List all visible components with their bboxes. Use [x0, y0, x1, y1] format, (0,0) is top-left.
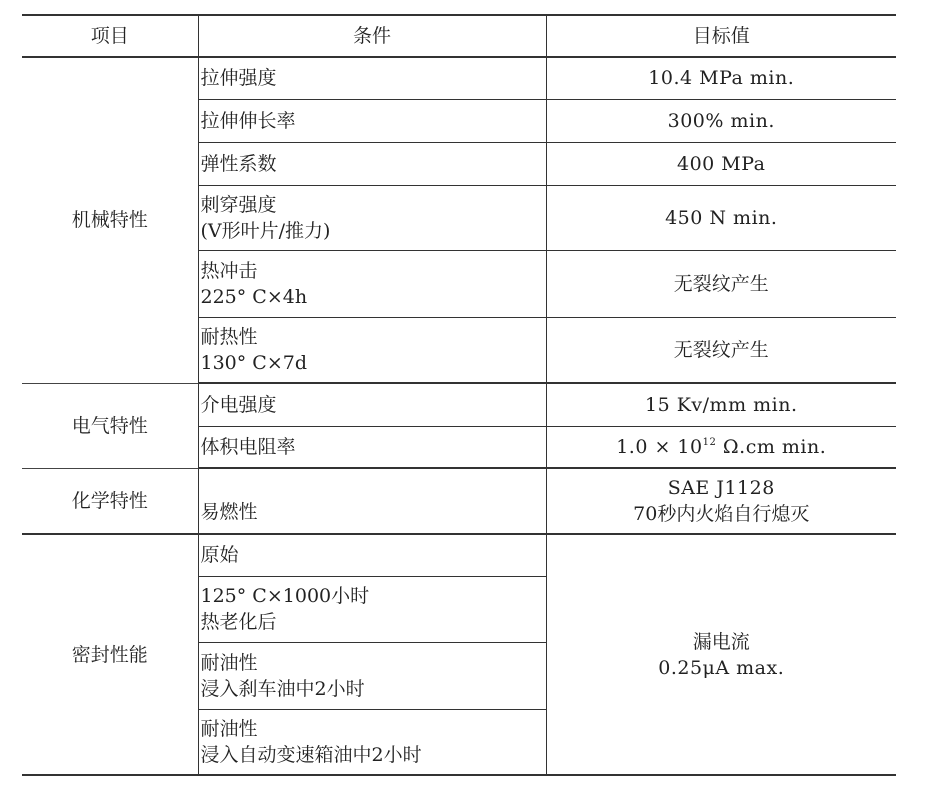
condition-cell: 拉伸伸长率: [198, 99, 546, 142]
target-cell: $1.0 \times 10^{12}$ Ω.cm min.: [546, 426, 896, 468]
condition-cell: 125° C×1000小时 热老化后: [198, 576, 546, 642]
condition-cell: 耐油性 浸入自动变速箱油中2小时: [198, 709, 546, 775]
header-item: 项目: [22, 15, 198, 57]
condition-cell: 刺穿强度 (V形叶片/推力): [198, 185, 546, 250]
condition-cell: 体积电阻率: [198, 426, 546, 468]
group-electrical: 电气特性: [22, 383, 198, 468]
target-cell: SAE J1128 70秒内火焰自行熄灭: [546, 468, 896, 534]
table-row: [22, 468, 896, 534]
condition-cell: 原始: [198, 534, 546, 576]
spec-table: [22, 14, 896, 776]
condition-cell: 弹性系数: [198, 142, 546, 185]
target-cell: 300% min.: [546, 99, 896, 142]
header-target: 目标值: [546, 15, 896, 57]
target-cell: 450 N min.: [546, 185, 896, 250]
table-row: [22, 534, 896, 576]
header-condition: 条件: [198, 15, 546, 57]
target-cell: 400 MPa: [546, 142, 896, 185]
condition-cell: 介电强度: [198, 383, 546, 426]
condition-cell: 拉伸强度: [198, 57, 546, 99]
group-sealing: 密封性能: [22, 534, 198, 775]
target-cell: 15 Kv/mm min.: [546, 383, 896, 426]
condition-cell: 热冲击 225° C×4h: [198, 250, 546, 317]
table-row: [22, 57, 896, 99]
condition-cell: 易燃性: [198, 468, 546, 534]
condition-cell: 耐油性 浸入刹车油中2小时: [198, 642, 546, 709]
condition-cell: 耐热性 130° C×7d: [198, 317, 546, 383]
target-cell: 无裂纹产生: [546, 250, 896, 317]
target-cell: 10.4 MPa min.: [546, 57, 896, 99]
header-row: [22, 15, 896, 57]
target-cell: 漏电流 0.25μA max.: [546, 534, 896, 775]
group-mechanical: 机械特性: [22, 57, 198, 383]
table-row: [22, 383, 896, 426]
group-chemical: 化学特性: [22, 468, 198, 534]
target-cell: 无裂纹产生: [546, 317, 896, 383]
